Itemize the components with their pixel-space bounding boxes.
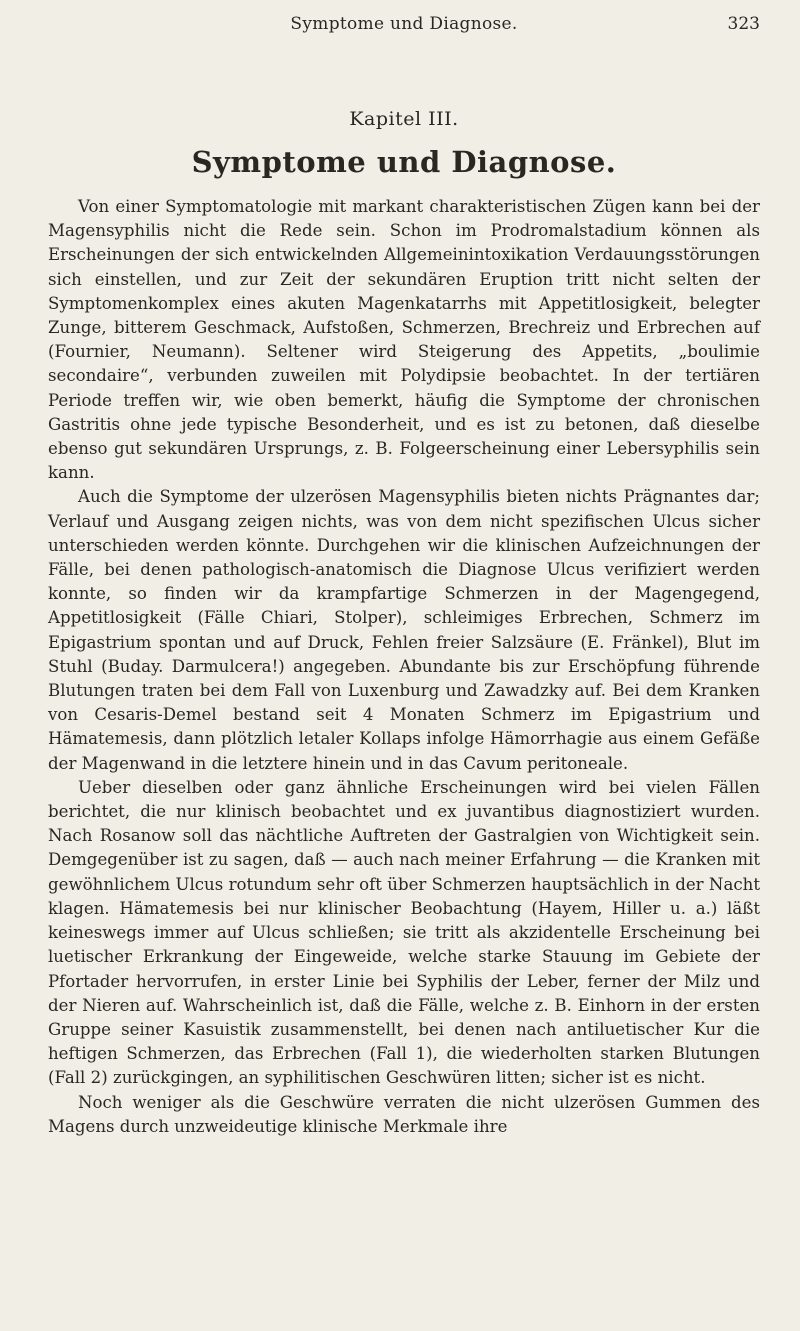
running-header <box>48 10 760 50</box>
chapter-label: Kapitel III. <box>349 108 459 130</box>
paragraph-2: Auch die Symptome der ulzerösen Magensyphilis bieten nichts Prägnantes dar; Verlauf und Ausgang zeigen nichts, was von dem nicht spezifischen Ulcus sicher unterschieden werden könnte. Durchgehen wir die klinischen Aufzeichnungen der Fälle, bei denen pathologisch-anatomisch die Diagnose Ulcus verifiziert werden konnte, so finden wir da krampfartige Schmerzen in der Magengegend, Appetitlosigkeit (Fälle Chiari, Stolper), schleimiges Erbrechen, Schmerz im Epigastrium spontan und auf Druck, Fehlen freier Salzsäure (E. Fränkel), Blut im Stuhl (Buday. Darmulcera!) angegeben. Abundante bis zur Erschöpfung führende Blutungen traten bei dem Fall von Luxenburg und Zawadzky auf. Bei dem Kranken von Cesaris-Demel bestand seit 4 Monaten Schmerz im Epigastrium und Hämatemesis, dann plötzlich letaler Kollaps infolge Hämorrhagie aus einem Gefäße der Magenwand in die letztere hinein und in das Cavum peritoneale. <box>48 487 760 773</box>
chapter-title: Symptome und Diagnose. <box>191 145 617 179</box>
paragraph-4: Noch weniger als die Geschwüre verraten die nicht ulzerösen Gummen des Magens durch unzweideutige klinische Merkmale ihre <box>48 1092 760 1136</box>
paragraph-3: Ueber dieselben oder ganz ähnliche Erscheinungen wird bei vielen Fällen berichtet, die nur klinisch beobachtet und ex juvantibus diagnostiziert wurden. Nach Rosanow soll das nächtliche Auftreten der Gastralgien von Wichtigkeit sein. Demgegenüber ist zu sagen, daß — auch nach meiner Erfahrung — die Kranken mit gewöhnlichem Ulcus rotundum sehr oft über Schmerzen hauptsächlich in der Nacht klagen. Hämatemesis bei nur klinischer Beobachtung (Hayem, Hiller u. a.) läßt keineswegs immer auf Ulcus schließen; sie tritt als akzidentelle Erscheinung bei luetischer Erkrankung der Eingeweide, welche starke Stauung im Gebiete der Pfortader hervorrufen, in erster Linie bei Syphilis der Leber, ferner der Milz und der Nieren auf. Wahrscheinlich ist, daß die Fälle, welche z. B. Einhorn in der ersten Gruppe seiner Kasuistik zusammenstellt, bei denen nach antiluetischer Kur die heftigen Schmerzen, das Erbrechen (Fall 1), die wiederholten starken Blutungen (Fall 2) zurückgingen, an syphilitischen Geschwüren litten; sicher ist es nicht. <box>48 777 760 1088</box>
page-number: 323 <box>727 14 760 34</box>
running-title: Symptome und Diagnose. <box>290 14 518 34</box>
body-text <box>48 195 760 1139</box>
book-page <box>48 0 760 1331</box>
paragraph-1: Von einer Symptomatologie mit markant charakteristischen Zügen kann bei der Magensyphilis nicht die Rede sein. Schon im Prodromalstadium können als Erscheinungen der sich entwickelnden Allgemeinintoxikation Verdauungsstörungen sich einstellen, und zur Zeit der sekundären Eruption tritt nicht selten der Symptomenkomplex eines akuten Magenkatarrhs mit Appetitlosigkeit, belegter Zunge, bitterem Geschmack, Aufstoßen, Schmerzen, Brechreiz und Erbrechen auf (Fournier, Neumann). Seltener wird Steigerung des Appetits, „boulimie secondaire“, verbunden zuweilen mit Polydipsie beobachtet. In der tertiären Periode treffen wir, wie oben bemerkt, häufig die Symptome der chronischen Gastritis ohne jede typische Besonderheit, und es ist zu betonen, daß dieselbe ebenso gut sekundären Ursprungs, z. B. Folgeerscheinung einer Lebersyphilis sein kann. <box>48 197 760 483</box>
